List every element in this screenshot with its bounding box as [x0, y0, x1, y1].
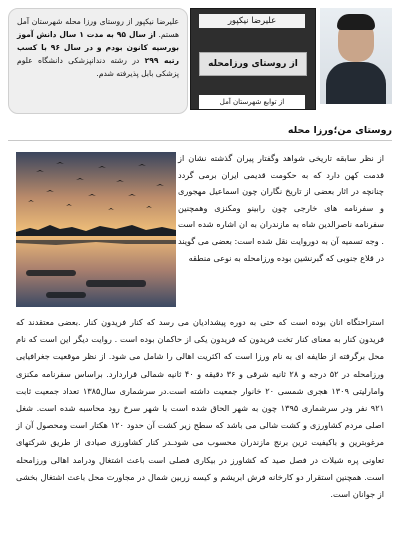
profile-photo	[320, 8, 392, 104]
bio-end: در رشته دندانپزشکی دانشگاه علوم پزشکی بابل پذیرفته شدم.	[17, 56, 179, 78]
photo-hair	[337, 14, 375, 30]
profile-subtitle: از توابع شهرستان آمل	[199, 95, 305, 109]
identity-panel	[190, 8, 316, 110]
village-landscape-image	[16, 152, 176, 307]
article-heading: روستای من؛ورزا محله	[8, 122, 392, 141]
profile-header	[8, 8, 392, 116]
article-paragraph-wrap: از نظر سابقه تاریخی شواهد وگفتار پیران گذشته نشان از قدمت کهن دارد که به حکومت قدیمی ایران برمی گردد چنانچه در اثار بعضی از تاریخ نگاران چون اسماعیل مهجوری و سفرنامه های خارجی چون رابینو ومکنزی وهمچنین سفرنامه ناصرالدین شاه به مازندران به ان اشاره شده است . وجه تسمیه آن به دوروایت نقل شده است: بعضی می گویند در قلاع جنوبی که گبرنشین بوده ورزامحله به نوعی منطقه	[178, 153, 384, 263]
profile-name: علیرضا نیکپور	[199, 14, 305, 28]
profile-bio	[8, 8, 188, 114]
profile-village-title: از روستای ورزامحله	[199, 52, 307, 76]
bio-highlight: از سال ۹۵ به مدت ۱ سال دانش آموز بورسیه کانون بودم و در سال ۹۶ با کسب رتبه ۲۹۹	[17, 30, 179, 65]
photo-shirt	[326, 62, 386, 104]
bio-intro: علیرضا نیکپور از روستای ورزا محله شهرستان آمل هستم.	[17, 17, 179, 39]
article-paragraph-full: استراحتگاه انان بوده است که حتی به دوره پیشدادیان می رسد که کنار فریدون کنار .بعضی معتقدند که فریدون کنار به معنای کنار تخت فریدون که فریدون یکی از حاکمان بوده است . روایت دیگر این است که نام محل برگرفته از طایفه ای به نام ورزا است که اکثریت اهالی را شامل می شود. از نظر موقعیت جغرافیایی ورزامحله در ۵۲ درجه و ۲۸ ثانیه شرقی و ۳۶ دقیقه و ۴۰ ثانیه شمالی قراردارد. براساس سفرنامه مکنزی وامارلیتی ۱۳۰۹ هجری شمسی ۲۰ خانوار جمعیت داشته است.در سرشماری سال۱۳۸۵ تعداد جمعیت ثابت ۹۲۱ نفر ودر سرشماری ۱۳۹۵ چون به شهر الحاق شده است با شهر سرخ رود محاسبه شده است. شغل اصلی مردم کشاورزی و کشت شالی می باشد که سطح زیر کشت آن حدود ۱۲۰ هکتار است ومحصول آن از مرغوبترین و باکیفیت ترین برنج مازندران محسوب می شودـدر کنار کشاورزی صیادی از طریق شرکتهای تعاونی پره شیلات در فصل صید که کشاورز در بیکاری فصلی است باعث اشتغال ودرامد اهالی ورزامحله است. همچنین استقرار دو کارخانه فرش ابریشم و کیسه زربین شمال در مجاورت محل باعث اشتغال بخشی از جوانان است.	[16, 317, 384, 500]
